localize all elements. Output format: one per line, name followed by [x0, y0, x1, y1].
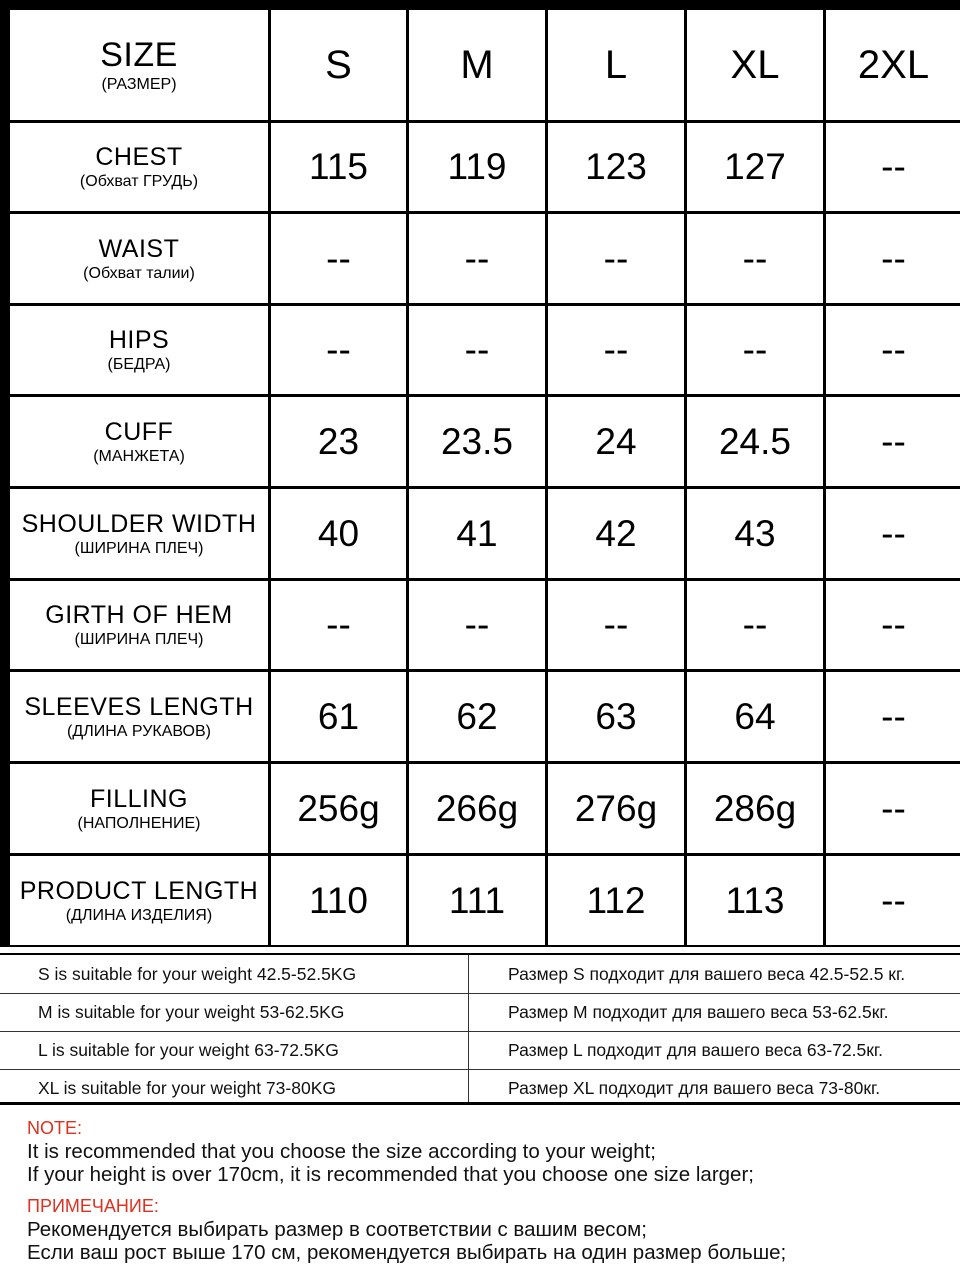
- row-label-text: CUFF: [104, 417, 174, 446]
- row-label-text: PRODUCT LENGTH: [19, 876, 259, 905]
- table-cell: 40: [271, 489, 406, 578]
- table-cell: --: [826, 581, 960, 669]
- table-cell: --: [409, 306, 545, 394]
- table-cell: --: [826, 306, 960, 394]
- table-cell: 24.5: [687, 397, 823, 486]
- row-label-subtext: (ШИРИНА ПЛЕЧ): [74, 631, 204, 648]
- table-cell: 127: [687, 123, 823, 211]
- size-header-subtitle: (РАЗМЕР): [101, 76, 177, 93]
- weight-text-ru: Размер XL подходит для вашего веса 73-80кг.: [508, 1078, 881, 1098]
- table-cell: --: [687, 581, 823, 669]
- table-cell: 63: [548, 672, 684, 761]
- size-column-header-xl: XL: [687, 10, 823, 120]
- table-cell: 110: [271, 856, 406, 945]
- table-cell: 266g: [409, 764, 545, 853]
- table-cell: 286g: [687, 764, 823, 853]
- table-cell: --: [548, 214, 684, 303]
- table-cell: --: [826, 397, 960, 486]
- weight-text-en: XL is suitable for your weight 73-80KG: [38, 1078, 336, 1098]
- row-label-shoulder-width: [10, 489, 268, 578]
- table-cell: 64: [687, 672, 823, 761]
- table-cell: 43: [687, 489, 823, 578]
- table-cell: --: [409, 581, 545, 669]
- table-cell: --: [687, 306, 823, 394]
- row-label-hips: [10, 306, 268, 394]
- table-cell: 23.5: [409, 397, 545, 486]
- note-line-ru: Рекомендуется выбирать размер в соответствии с вашим весом;: [27, 1218, 647, 1241]
- row-label-product-length: [10, 856, 268, 945]
- row-label-subtext: (Обхват талии): [83, 264, 195, 282]
- table-cell: --: [271, 306, 406, 394]
- weight-row-xl: [0, 1069, 960, 1107]
- weight-text-en: S is suitable for your weight 42.5-52.5KG: [38, 963, 357, 984]
- note-heading-ru: ПРИМЕЧАНИЕ:: [27, 1196, 159, 1216]
- row-label-subtext: (Обхват ГРУДЬ): [79, 173, 199, 190]
- weight-text-ru: Размер S подходит для вашего веса 42.5-52.5 кг.: [508, 963, 906, 984]
- row-label-text: FILLING: [90, 784, 188, 813]
- row-label-text: HIPS: [108, 326, 170, 354]
- row-label-waist: [10, 214, 268, 303]
- row-label-subtext: (ШИРИНА ПЛЕЧ): [74, 539, 204, 557]
- table-cell: 62: [409, 672, 545, 761]
- table-cell: --: [826, 856, 960, 945]
- weight-row-m: [0, 993, 960, 1031]
- row-label-text: SLEEVES LENGTH: [24, 692, 254, 721]
- table-cell: --: [409, 214, 545, 303]
- row-label-girth-of-hem: [10, 581, 268, 669]
- row-label-subtext: (ДЛИНА ИЗДЕЛИЯ): [65, 906, 213, 924]
- table-cell: 23: [271, 397, 406, 486]
- weight-text-en: M is suitable for your weight 53-62.5KG: [38, 1002, 345, 1022]
- row-label-subtext: (ДЛИНА РУКАВОВ): [67, 722, 211, 740]
- notes-section: [27, 1116, 947, 1264]
- table-cell: 112: [548, 856, 684, 945]
- note-heading-en: NOTE:: [27, 1118, 83, 1138]
- weight-text-en: L is suitable for your weight 63-72.5KG: [38, 1040, 339, 1060]
- row-label-text: SHOULDER WIDTH: [21, 509, 257, 538]
- table-cell: 115: [271, 123, 406, 211]
- weight-row-s: [0, 955, 960, 993]
- table-cell: --: [826, 672, 960, 761]
- table-cell: --: [687, 214, 823, 303]
- table-cell: --: [826, 764, 960, 853]
- size-header-title: SIZE: [100, 36, 178, 74]
- size-column-header-s: S: [271, 10, 406, 120]
- table-cell: 256g: [271, 764, 406, 853]
- table-cell: --: [548, 306, 684, 394]
- table-cell: 111: [409, 856, 545, 945]
- row-label-text: GIRTH OF HEM: [45, 601, 233, 629]
- table-cell: --: [826, 123, 960, 211]
- row-label-chest: [10, 123, 268, 211]
- table-cell: --: [826, 489, 960, 578]
- row-label-text: CHEST: [95, 143, 183, 171]
- size-column-header-l: L: [548, 10, 684, 120]
- note-line-en: If your height is over 170cm, it is recommended that you choose one size larger;: [27, 1163, 754, 1186]
- table-cell: 24: [548, 397, 684, 486]
- table-cell: 61: [271, 672, 406, 761]
- weight-guide-table: [0, 953, 960, 1105]
- note-line-ru: Если ваш рост выше 170 см, рекомендуется выбирать на один размер больше;: [27, 1241, 787, 1264]
- row-label-cuff: [10, 397, 268, 486]
- weight-text-ru: Размер L подходит для вашего веса 63-72.5кг.: [508, 1040, 884, 1060]
- row-label-sleeves-length: [10, 672, 268, 761]
- table-cell: 41: [409, 489, 545, 578]
- row-label-subtext: (МАНЖЕТА): [93, 447, 185, 465]
- table-cell: --: [271, 581, 406, 669]
- table-cell: --: [826, 214, 960, 303]
- table-cell: 123: [548, 123, 684, 211]
- weight-row-l: [0, 1031, 960, 1069]
- row-label-subtext: (БЕДРА): [107, 356, 171, 373]
- row-label-filling: [10, 764, 268, 853]
- row-label-text: WAIST: [98, 234, 180, 263]
- weight-text-ru: Размер M подходит для вашего веса 53-62.5кг.: [508, 1002, 889, 1022]
- table-cell: 113: [687, 856, 823, 945]
- table-cell: --: [271, 214, 406, 303]
- size-column-header-m: M: [409, 10, 545, 120]
- size-header-cell: [10, 10, 268, 120]
- table-cell: 42: [548, 489, 684, 578]
- table-cell: 119: [409, 123, 545, 211]
- row-label-subtext: (НАПОЛНЕНИЕ): [77, 814, 201, 832]
- table-cell: 276g: [548, 764, 684, 853]
- table-cell: --: [548, 581, 684, 669]
- size-column-header-2xl: 2XL: [826, 10, 960, 120]
- note-line-en: It is recommended that you choose the size according to your weight;: [27, 1140, 657, 1163]
